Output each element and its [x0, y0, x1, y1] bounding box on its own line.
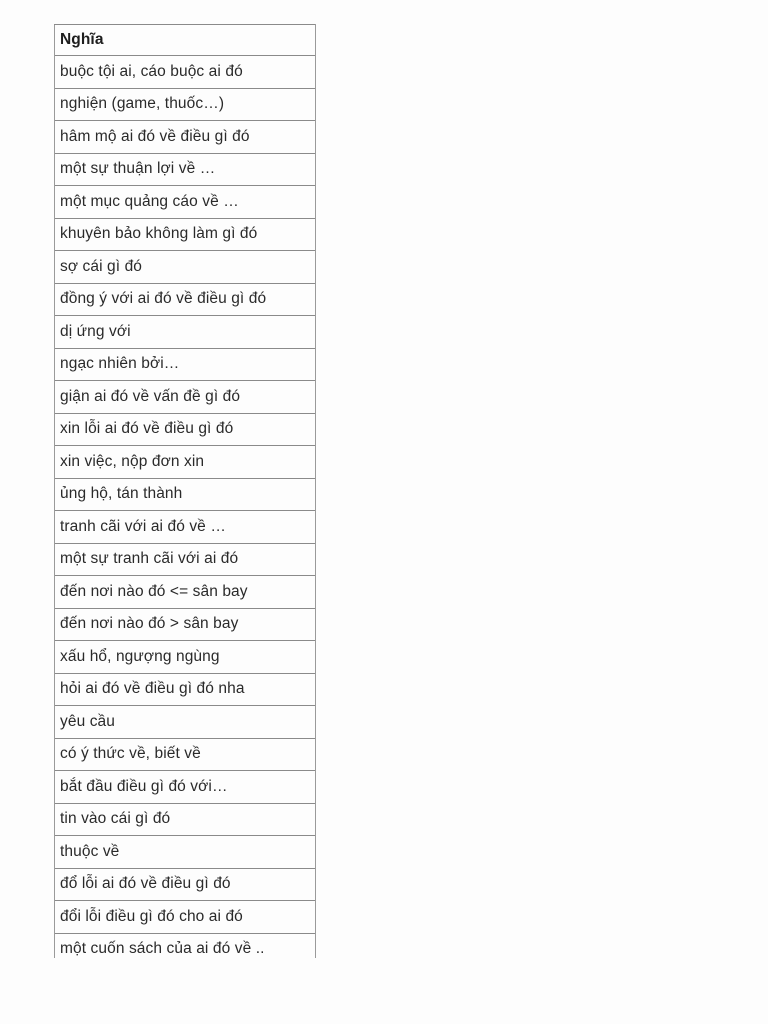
table-row: [55, 186, 316, 219]
table-row: [55, 706, 316, 739]
table-cell: đồng ý với ai đó về điều gì đó: [55, 283, 316, 316]
table-row: [55, 283, 316, 316]
table-header-row: [55, 25, 316, 56]
table-cell: một sự thuận lợi về …: [55, 153, 316, 186]
table-cell: một mục quảng cáo về …: [55, 186, 316, 219]
table-cell: đổi lỗi điều gì đó cho ai đó: [55, 901, 316, 934]
table-row: [55, 933, 316, 958]
table-row: [55, 381, 316, 414]
table-cell: khuyên bảo không làm gì đó: [55, 218, 316, 251]
table-row: [55, 348, 316, 381]
table-cell: đổ lỗi ai đó về điều gì đó: [55, 868, 316, 901]
table-cell: nghiện (game, thuốc…): [55, 88, 316, 121]
table-row: [55, 511, 316, 544]
table-row: [55, 413, 316, 446]
table-row: [55, 446, 316, 479]
table-cell: một cuốn sách của ai đó về ..: [55, 933, 316, 958]
table-cell: sợ cái gì đó: [55, 251, 316, 284]
table-cell: xin lỗi ai đó về điều gì đó: [55, 413, 316, 446]
table-row: [55, 771, 316, 804]
table-row: [55, 56, 316, 89]
table-row: [55, 868, 316, 901]
table-cell: bắt đầu điều gì đó với…: [55, 771, 316, 804]
table-row: [55, 251, 316, 284]
table-row: [55, 673, 316, 706]
table-row: [55, 576, 316, 609]
table-cell: dị ứng với: [55, 316, 316, 349]
table-cell: một sự tranh cãi với ai đó: [55, 543, 316, 576]
table-row: [55, 901, 316, 934]
table-row: [55, 478, 316, 511]
table-cell: xin việc, nộp đơn xin: [55, 446, 316, 479]
table-cell: thuộc về: [55, 836, 316, 869]
table-cell: hỏi ai đó về điều gì đó nha: [55, 673, 316, 706]
table-cell: có ý thức về, biết về: [55, 738, 316, 771]
table-row: [55, 218, 316, 251]
table-row: [55, 121, 316, 154]
meaning-table: [54, 24, 316, 958]
table-row: [55, 316, 316, 349]
table-cell: ủng hộ, tán thành: [55, 478, 316, 511]
table-cell: buộc tội ai, cáo buộc ai đó: [55, 56, 316, 89]
table-cell: đến nơi nào đó <= sân bay: [55, 576, 316, 609]
table-row: [55, 803, 316, 836]
table-cell: hâm mộ ai đó về điều gì đó: [55, 121, 316, 154]
table-cell: tin vào cái gì đó: [55, 803, 316, 836]
table-cell: đến nơi nào đó > sân bay: [55, 608, 316, 641]
table-row: [55, 641, 316, 674]
column-header-meaning: Nghĩa: [55, 25, 316, 56]
table-cell: tranh cãi với ai đó về …: [55, 511, 316, 544]
table-row: [55, 543, 316, 576]
meaning-table-container: [54, 24, 316, 958]
table-cell: xấu hổ, ngượng ngùng: [55, 641, 316, 674]
table-row: [55, 608, 316, 641]
table-cell: yêu cầu: [55, 706, 316, 739]
table-row: [55, 88, 316, 121]
table-cell: giận ai đó về vấn đề gì đó: [55, 381, 316, 414]
table-row: [55, 836, 316, 869]
table-row: [55, 153, 316, 186]
table-cell: ngạc nhiên bởi…: [55, 348, 316, 381]
table-row: [55, 738, 316, 771]
